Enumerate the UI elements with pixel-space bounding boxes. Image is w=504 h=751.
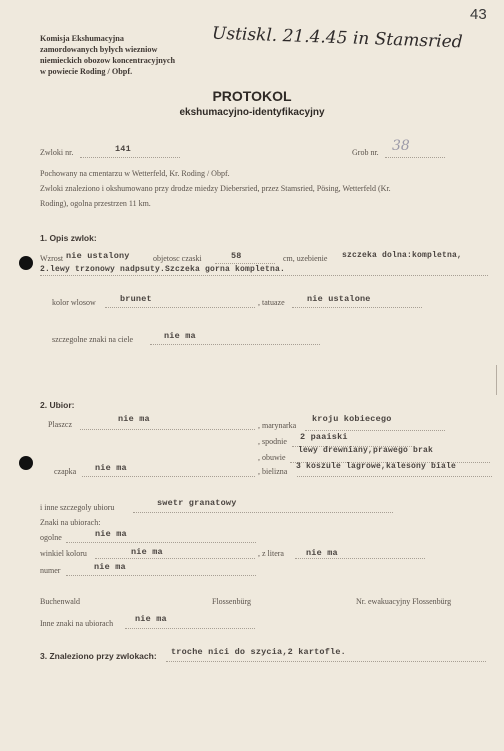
znaleziono-value: troche nici do szycia,2 kartofle. xyxy=(171,647,346,657)
flossenburg-label: Flossenbürg xyxy=(212,597,251,606)
uzebienie-value-2: 2.lewy trzonowy nadpsuty.Szczeka gorna kompletna. xyxy=(40,265,286,274)
plaszcz-value: nie ma xyxy=(118,414,150,424)
wzrost-label: Wzrost xyxy=(40,254,64,263)
litera-value: nie ma xyxy=(306,548,338,558)
znaki-value: nie ma xyxy=(164,331,196,341)
inne-znaki-value: nie ma xyxy=(135,614,167,624)
inne-value: swetr granatowy xyxy=(157,498,237,508)
bielizna-value: 3 koszule lagrowe,kalesony biale xyxy=(296,462,457,471)
bielizna-label: , bielizna xyxy=(258,467,288,476)
numer-value: nie ma xyxy=(94,562,126,572)
grob-value: 38 xyxy=(392,138,410,154)
wzrost-value: nie ustalony xyxy=(66,251,130,261)
grob-label: Grob nr. xyxy=(352,148,379,157)
znaleziono-text: Zwloki znaleziono i okshumowano przy drodze miedzy Diebersried, przez Stamsried, Pösing, Wetterfeld (Kr. xyxy=(40,184,391,193)
znaleziono-text-2: Roding), ogolna przestrzen 11 km. xyxy=(40,199,151,208)
zwloki-value: 141 xyxy=(115,144,131,154)
section-znaleziono-heading: 3. Znaleziono przy zwlokach: xyxy=(40,651,157,661)
ewakuacyjny-label: Nr. ewakuacyjny Flossenbürg xyxy=(356,597,452,606)
tatuaze-value: nie ustalone xyxy=(307,294,371,304)
inne-label: i inne szczegoly ubioru xyxy=(40,503,115,512)
marynarka-value: kroju kobiecego xyxy=(312,414,392,424)
plaszcz-label: Plaszcz xyxy=(48,420,72,429)
spodnie-value: 2 paaiski xyxy=(300,432,348,442)
org-line: zamordowanych byłych wiezniow xyxy=(40,45,158,54)
page-number: 43 xyxy=(470,6,487,23)
pochowany-text: Pochowany na cmentarzu w Wetterfeld, Kr. Roding / Obpf. xyxy=(40,169,230,178)
winkiel-value: nie ma xyxy=(131,547,163,557)
kolor-label: kolor wlosow xyxy=(52,298,96,307)
document-title: PROTOKOL xyxy=(212,88,292,104)
uzebienie-label: cm, uzebienie xyxy=(283,254,328,263)
numer-label: numer xyxy=(40,566,61,575)
znaki-label: szczegolne znaki na ciele xyxy=(52,335,134,344)
czapka-label: czapka xyxy=(54,467,77,476)
tatuaze-label: , tatuaze xyxy=(258,298,285,307)
buchenwald-label: Buchenwald xyxy=(40,597,80,606)
litera-label: , z litera xyxy=(258,549,284,558)
uzebienie-value: szczeka dolna:kompletna, xyxy=(342,251,463,260)
punch-hole xyxy=(19,456,33,470)
kolor-value: brunet xyxy=(120,294,152,304)
organization-header xyxy=(40,33,175,77)
inne-znaki-label: Inne znaki na ubiorach xyxy=(40,619,114,628)
obuwie-value: lewy drewniany,prawego brak xyxy=(298,446,434,455)
handwritten-note: Ustiskl. 21.4.45 in Stamsried xyxy=(211,23,463,53)
obuwie-label: , obuwie xyxy=(258,453,286,462)
section-opis-heading: 1. Opis zwlok: xyxy=(40,233,97,243)
spodnie-label: , spodnie xyxy=(258,437,287,446)
section-ubior-heading: 2. Ubior: xyxy=(40,400,75,410)
punch-hole xyxy=(19,256,33,270)
ogolne-value: nie ma xyxy=(95,529,127,539)
org-line: Komisja Ekshumacyjna xyxy=(40,34,124,43)
marynarka-label: , marynarka xyxy=(258,421,297,430)
org-line: w powiecie Roding / Obpf. xyxy=(40,67,133,76)
paper-mark xyxy=(496,365,497,395)
czapka-value: nie ma xyxy=(95,463,127,473)
zwloki-label: Zwloki nr. xyxy=(40,148,74,157)
znaki-ubiorach-heading: Znaki na ubiorach: xyxy=(40,518,101,527)
winkiel-label: winkiel koloru xyxy=(40,549,87,558)
ogolne-label: ogolne xyxy=(40,533,62,542)
org-line: niemieckich obozow koncentracyjnych xyxy=(40,56,176,65)
document-subtitle: ekshumacyjno-identyfikacyjny xyxy=(179,107,325,118)
objetosc-value: 58 xyxy=(231,251,242,261)
objetosc-label: objetosc czaski xyxy=(153,254,202,263)
